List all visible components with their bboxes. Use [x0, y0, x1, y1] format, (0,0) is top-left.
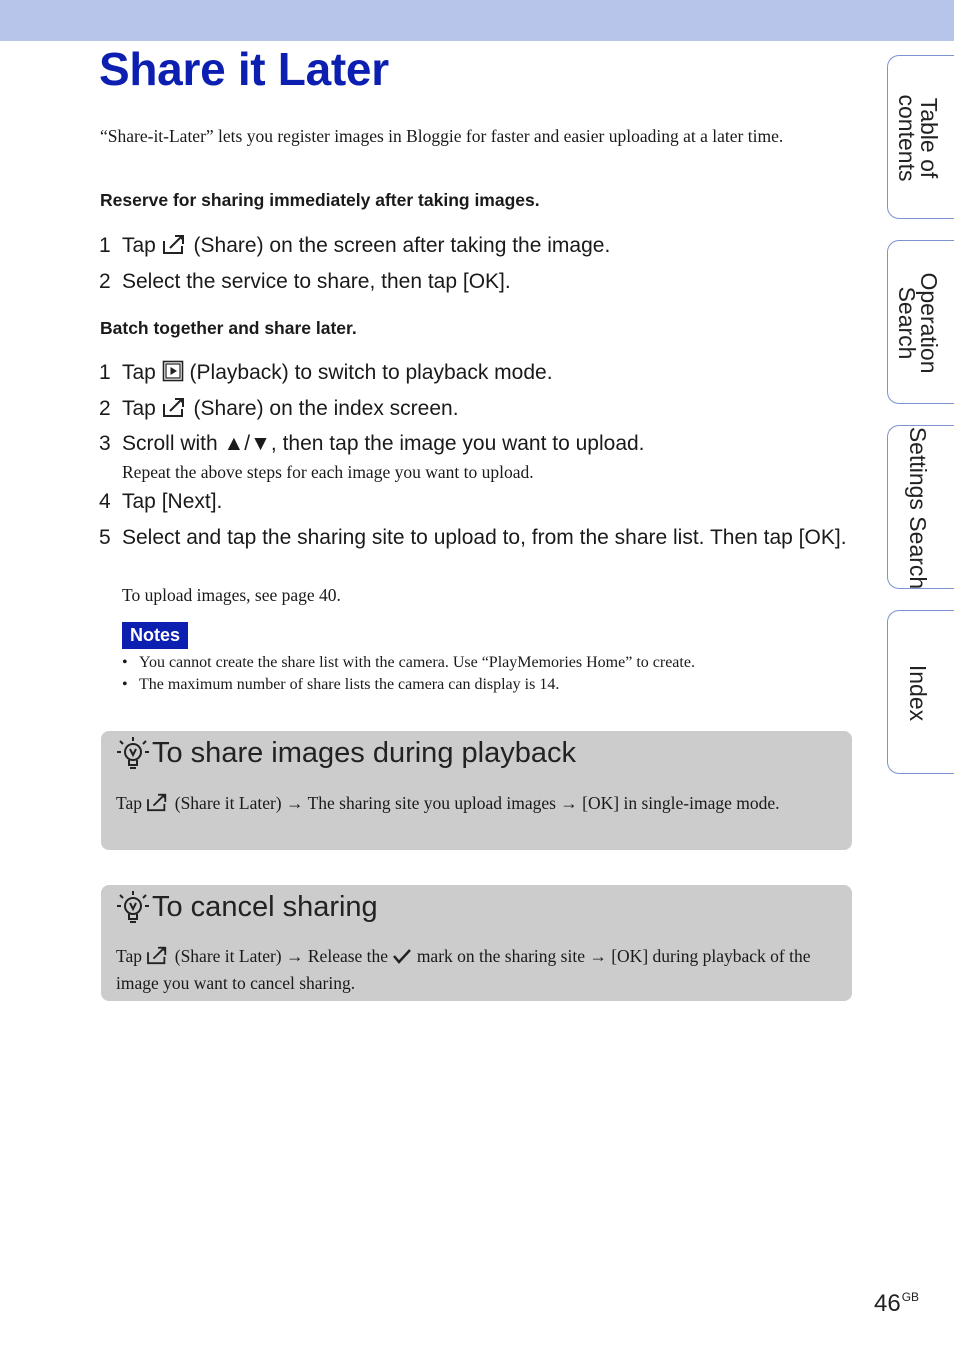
page-number-suffix: GB [901, 1290, 920, 1304]
tab-index[interactable] [887, 610, 954, 774]
step-text-post: (Share) on the screen after taking the image. [193, 234, 611, 257]
tip-body [116, 791, 836, 818]
tip-title: To share images during playback [152, 737, 576, 769]
notes-badge: Notes [122, 622, 188, 649]
step-number: 1 [99, 234, 111, 257]
tip-box-cancel-sharing [101, 885, 852, 1001]
step-text: Select the service to share, then tap [OK]. [122, 270, 511, 293]
top-color-bar [0, 0, 954, 41]
step-text-post: (Playback) to switch to playback mode. [189, 361, 553, 384]
share-icon [146, 945, 170, 971]
tip-text: (Share it Later) → Release the [174, 946, 389, 966]
intro-paragraph: “Share-it-Later” lets you register images in Bloggie for faster and easier uploading at a later time. [100, 126, 784, 146]
tab-label: Table of contents [894, 94, 942, 182]
tab-label: Operation Search [894, 272, 942, 374]
step-text-pre: Tap [122, 397, 156, 420]
step-text-post: (Share) on the index screen. [193, 397, 459, 420]
tab-label: Index [905, 664, 931, 722]
section2-step-5-note: To upload images, see page 40. [122, 585, 341, 605]
section1-heading: Reserve for sharing immediately after taking images. [100, 190, 540, 210]
tab-operation-search[interactable] [887, 240, 954, 404]
step-text: Scroll with ▲/▼, then tap the image you want to upload. [122, 432, 645, 455]
tip-text: (Share it Later) → The sharing site you upload images → [OK] in single-image mode. [174, 793, 780, 813]
page-number-value: 46 [874, 1290, 901, 1317]
page-title: Share it Later [99, 43, 389, 95]
note-item: • The maximum number of share lists the camera can display is 14. [122, 674, 695, 696]
section2-step-3-note: Repeat the above steps for each image you want to upload. [122, 462, 534, 482]
step-number: 1 [99, 361, 111, 384]
tip-title: To cancel sharing [152, 891, 378, 923]
tab-settings-search[interactable] [887, 425, 954, 589]
step-number: 2 [99, 397, 111, 420]
step-text-pre: Tap [122, 361, 156, 384]
note-item: • You cannot create the share list with the camera. Use “PlayMemories Home” to create. [122, 652, 695, 674]
tip-box-share-playback [101, 731, 852, 850]
share-icon [162, 233, 188, 263]
lightbulb-icon [115, 889, 151, 934]
page-number [874, 1290, 919, 1318]
section2-heading: Batch together and share later. [100, 318, 357, 338]
share-icon [146, 792, 170, 818]
playback-icon [162, 360, 184, 390]
step-number: 5 [99, 526, 111, 549]
step-text: Select and tap the sharing site to upload to, from the share list. Then tap [OK]. [122, 526, 847, 549]
tip-text: mark on the sharing site → [OK] during playback of the image you want to cancel sharing. [116, 946, 811, 993]
step-text: Tap [Next]. [122, 490, 223, 513]
tip-text-tap: Tap [116, 793, 142, 813]
checkmark-icon [392, 947, 412, 971]
step-number: 4 [99, 490, 111, 513]
notes-list [122, 652, 695, 696]
tip-text-tap: Tap [116, 946, 142, 966]
share-icon [162, 396, 188, 426]
step-text-pre: Tap [122, 234, 156, 257]
tip-body [116, 944, 836, 995]
tab-label: Settings Search [905, 426, 931, 590]
tab-table-of-contents[interactable] [887, 55, 954, 219]
lightbulb-icon [115, 735, 151, 780]
step-number: 3 [99, 432, 111, 455]
step-number: 2 [99, 270, 111, 293]
